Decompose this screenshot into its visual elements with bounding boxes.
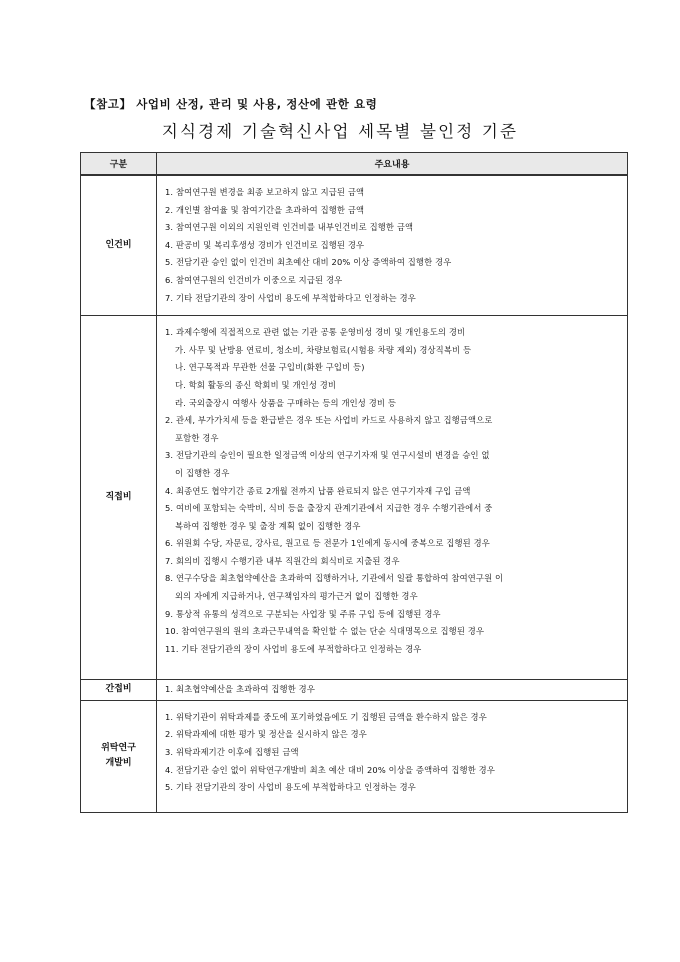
list-item: 1. 위탁기관이 위탁과제를 중도에 포기하였음에도 기 집행된 금액을 환수하지 않은 경우 — [165, 711, 487, 722]
row-category: 직접비 — [81, 316, 157, 680]
header-content: 주요내용 — [157, 153, 628, 176]
list-item: 3. 참여연구원 이외의 지원인력 인건비를 내부인건비로 집행한 금액 — [165, 222, 414, 233]
table-row-outsourced — [81, 700, 628, 812]
list-item: 8. 연구수당을 최초협약예산을 초과하여 집행하거나, 기관에서 일괄 통합하여 참여연구원 이 — [165, 573, 504, 584]
list-item: 나. 연구목적과 무관한 선물 구입비(화환 구입비 등) — [175, 362, 365, 373]
row-content — [157, 316, 628, 680]
list-item: 1. 최초협약예산을 초과하여 집행한 경우 — [165, 684, 316, 695]
table-row-direct — [81, 316, 628, 680]
category-line: 개발비 — [105, 758, 132, 769]
list-item: 3. 전담기관의 승인이 필요한 일정금액 이상의 연구기자재 및 연구시설비 변경을 승인 없 — [165, 450, 490, 461]
row-category — [81, 700, 157, 812]
list-item: 9. 통상적 유통의 성격으로 구분되는 사업장 및 주류 구입 등에 집행된 경우 — [165, 608, 441, 619]
list-item: 포함한 경우 — [175, 432, 219, 443]
list-item: 5. 여비에 포함되는 숙박비, 식비 등을 출장지 관계기관에서 지급한 경우 수행기관에서 중 — [165, 503, 493, 514]
list-item: 2. 위탁과제에 대한 평가 및 정산을 실시하지 않은 경우 — [165, 729, 367, 740]
list-item: 4. 최종연도 협약기간 종료 2개월 전까지 납품 완료되지 않은 연구기자재 구입 금액 — [165, 485, 471, 496]
list-item: 1. 과제수행에 직접적으로 관련 없는 기관 공통 운영비성 경비 및 개인용도의 경비 — [165, 327, 466, 338]
category-line: 위탁연구 — [101, 743, 136, 754]
row-content — [157, 175, 628, 316]
document-title: 지식경제 기술혁신사업 세목별 불인정 기준 — [161, 122, 519, 141]
table-row-personnel — [81, 175, 628, 316]
list-item: 4. 판공비 및 복리후생성 경비가 인건비로 집행된 경우 — [165, 239, 365, 250]
list-item: 다. 학회 활동의 종신 학회비 및 개인성 경비 — [175, 379, 337, 390]
list-item: 4. 전담기관 승인 없이 위탁연구개발비 최초 예산 대비 20% 이상을 증액하여 집행한 경우 — [165, 764, 495, 775]
list-item: 11. 기타 전담기관의 장이 사업비 용도에 부적합하다고 인정하는 경우 — [165, 643, 422, 654]
list-item: 3. 위탁과제기간 이후에 집행된 금액 — [165, 746, 299, 757]
list-item: 5. 기타 전담기관의 장이 사업비 용도에 부적합하다고 인정하는 경우 — [165, 782, 416, 793]
list-item: 1. 참여연구원 변경을 최종 보고하지 않고 지급된 금액 — [165, 187, 365, 197]
row-category: 인건비 — [81, 175, 157, 316]
table-header-row — [81, 153, 628, 176]
list-item: 6. 위원회 수당, 자문료, 강사료, 원고료 등 전문가 1인에게 동시에 중복으로 집행된 경우 — [165, 538, 490, 549]
list-item: 2. 개인별 참여율 및 참여기간을 초과하여 집행한 금액 — [165, 204, 365, 215]
list-item: 복하여 집행한 경우 및 출장 계획 없이 집행한 경우 — [175, 520, 361, 531]
row-content — [157, 700, 628, 812]
reference-heading: 【참고】 사업비 산정, 관리 및 사용, 정산에 관한 요령 — [84, 97, 378, 111]
row-category: 간접비 — [81, 680, 157, 701]
list-item: 이 집행한 경우 — [175, 467, 230, 478]
list-item: 외의 자에게 지급하거나, 연구책임자의 평가근거 없이 집행한 경우 — [175, 591, 418, 602]
criteria-table — [80, 152, 628, 813]
table-row-indirect — [81, 680, 628, 701]
list-item: 2. 관세, 부가가치세 등을 환급받은 경우 또는 사업비 카드로 사용하지 않고 집행금액으로 — [165, 415, 493, 426]
list-item: 7. 기타 전담기관의 장이 사업비 용도에 부적합하다고 인정하는 경우 — [165, 292, 416, 303]
list-item: 10. 참여연구원의 원의 초과근무내역을 확인할 수 없는 단순 식대명목으로 집행된 경우 — [165, 626, 485, 637]
header-category: 구분 — [81, 153, 157, 176]
list-item: 가. 사무 및 난방용 연료비, 청소비, 차량보험료(시험용 차량 제외) 경상직복비 등 — [175, 344, 472, 355]
list-item: 7. 회의비 집행시 수행기관 내부 직원간의 회식비로 지출된 경우 — [165, 555, 400, 566]
list-item: 5. 전담기관 승인 없이 인건비 최초예산 대비 20% 이상 증액하여 집행한 경우 — [165, 257, 452, 268]
list-item: 6. 참여연구원의 인건비가 이중으로 지급된 경우 — [165, 274, 343, 285]
list-item: 라. 국외출장시 여행사 상품을 구매하는 등의 개인성 경비 등 — [175, 397, 397, 408]
row-content — [157, 680, 628, 701]
